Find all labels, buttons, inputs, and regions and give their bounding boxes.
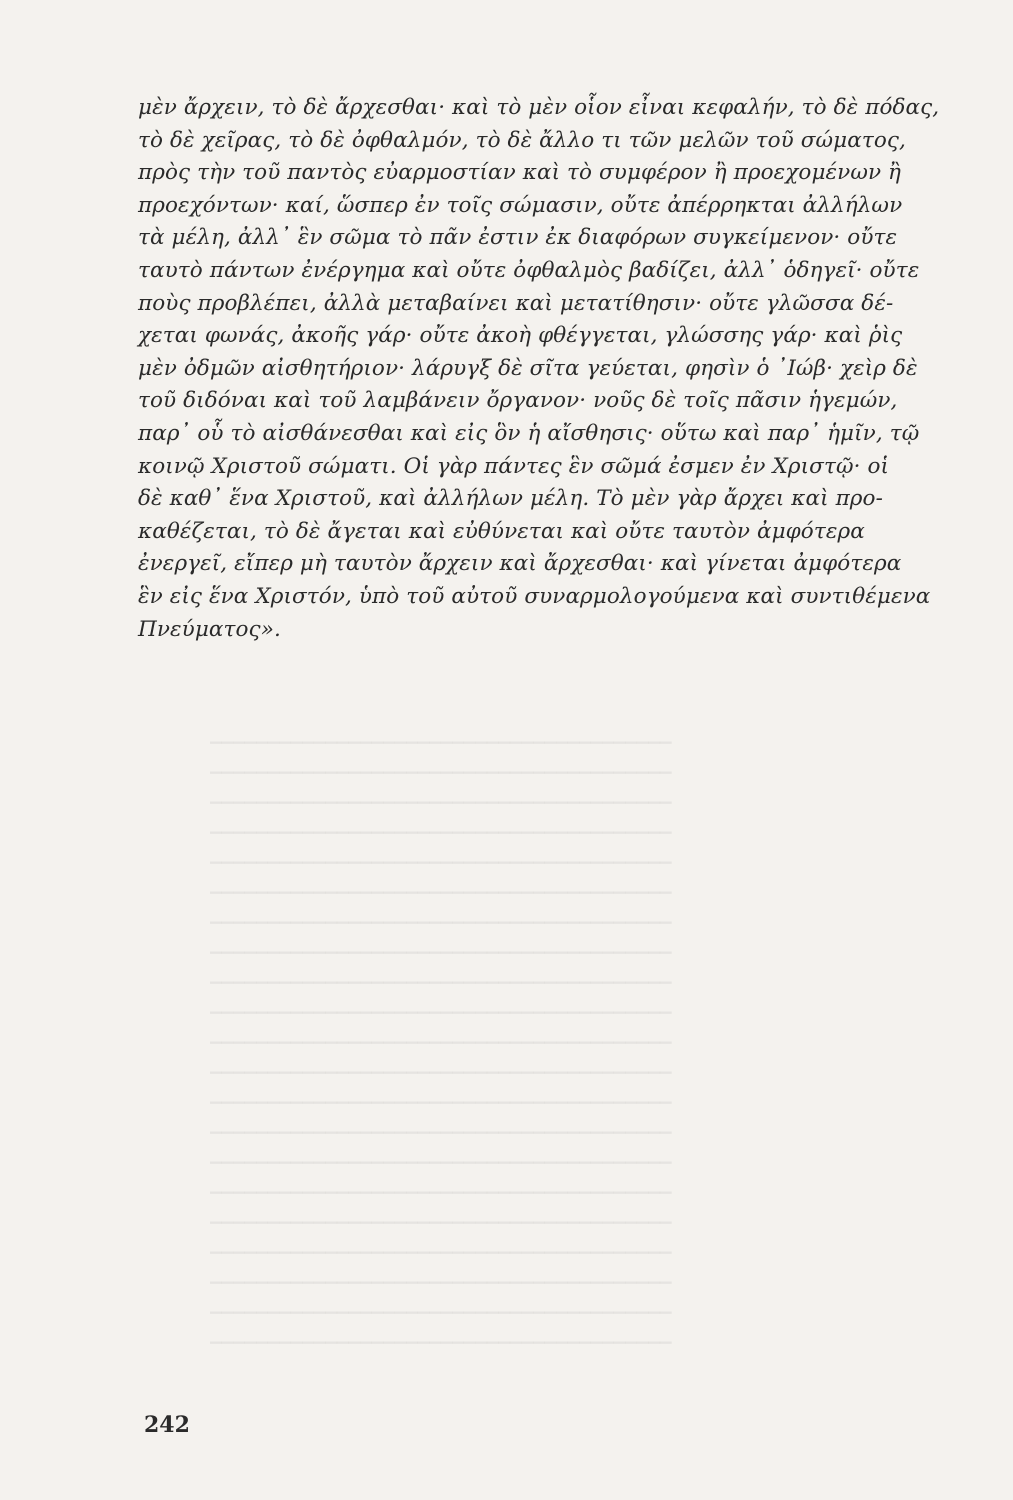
body-text [138,92,940,646]
text-line: χεται φωνάς, ἀκοῆς γάρ· οὔτε ἀκοὴ φθέγγεται, γλώσσης γάρ· καὶ ῥὶς [138,323,903,349]
text-line: παρ᾿ οὗ τὸ αἰσθάνεσθαι καὶ εἰς ὃν ἡ αἴσθησις· οὕτω καὶ παρ᾿ ἡμῖν, τῷ [138,420,920,446]
text-line: πρὸς τὴν τοῦ παντὸς εὐαρμοστίαν καὶ τὸ συμφέρον ἢ προεχομένων ἢ [138,160,902,186]
text-line: καθέζεται, τὸ δὲ ἄγεται καὶ εὐθύνεται καὶ οὔτε ταυτὸν ἀμφότερα [138,518,865,544]
text-line: ἐνεργεῖ, εἴπερ μὴ ταυτὸν ἄρχειν καὶ ἄρχεσθαι· καὶ γίνεται ἀμφότερα [138,551,902,577]
text-line: κοινῷ Χριστοῦ σώματι. Οἱ γὰρ πάντες ἓν σῶμά ἐσμεν ἐν Χριστῷ· οἱ [138,453,890,479]
text-line: ταυτὸ πάντων ἐνέργημα καὶ οὔτε ὀφθαλμὸς βαδίζει, ἀλλ᾿ ὁδηγεῖ· οὔτε [138,257,920,283]
text-line: Πνεύματος». [138,616,281,642]
text-line: δὲ καθ᾿ ἕνα Χριστοῦ, καὶ ἀλλήλων μέλη. Τὸ μὲν γὰρ ἄρχει καὶ προ- [138,486,883,512]
show-through-texture: ▁▁▁▁▁▁▁▁▁▁▁▁▁▁▁▁▁▁▁▁▁▁▁▁▁▁▁▁▁▁▁▁▁▁▁▁▁▁▁▁ ▁▁▁▁▁▁▁▁▁▁▁▁▁▁▁▁▁▁▁▁▁▁▁▁▁▁▁▁▁▁▁▁▁▁▁▁▁▁▁▁ ▁▁▁▁▁▁▁▁▁▁▁▁▁▁▁▁▁▁▁▁▁▁▁▁▁▁▁▁▁▁▁▁▁▁▁▁▁▁▁▁ ▁▁▁▁▁▁▁▁▁▁▁▁▁▁▁▁▁▁▁▁▁▁▁▁▁▁▁▁▁▁▁▁▁▁▁▁▁▁▁▁ ▁▁▁▁▁▁▁▁▁▁▁▁▁▁▁▁▁▁▁▁▁▁▁▁▁▁▁▁▁▁▁▁▁▁▁▁▁▁▁▁ ▁▁▁▁▁▁▁▁▁▁▁▁▁▁▁▁▁▁▁▁▁▁▁▁▁▁▁▁▁▁▁▁▁▁▁▁▁▁▁▁ ▁▁▁▁▁▁▁▁▁▁▁▁▁▁▁▁▁▁▁▁▁▁▁▁▁▁▁▁▁▁▁▁▁▁▁▁▁▁▁▁ ▁▁▁▁▁▁▁▁▁▁▁▁▁▁▁▁▁▁▁▁▁▁▁▁▁▁▁▁▁▁▁▁▁▁▁▁▁▁▁▁ ▁▁▁▁▁▁▁▁▁▁▁▁▁▁▁▁▁▁▁▁▁▁▁▁▁▁▁▁▁▁▁▁▁▁▁▁▁▁▁▁ ▁▁▁▁▁▁▁▁▁▁▁▁▁▁▁▁▁▁▁▁▁▁▁▁▁▁▁▁▁▁▁▁▁▁▁▁▁▁▁▁ ▁▁▁▁▁▁▁▁▁▁▁▁▁▁▁▁▁▁▁▁▁▁▁▁▁▁▁▁▁▁▁▁▁▁▁▁▁▁▁▁ ▁▁▁▁▁▁▁▁▁▁▁▁▁▁▁▁▁▁▁▁▁▁▁▁▁▁▁▁▁▁▁▁▁▁▁▁▁▁▁▁ ▁▁▁▁▁▁▁▁▁▁▁▁▁▁▁▁▁▁▁▁▁▁▁▁▁▁▁▁▁▁▁▁▁▁▁▁▁▁▁▁ ▁▁▁▁▁▁▁▁▁▁▁▁▁▁▁▁▁▁▁▁▁▁▁▁▁▁▁▁▁▁▁▁▁▁▁▁▁▁▁▁ ▁▁▁▁▁▁▁▁▁▁▁▁▁▁▁▁▁▁▁▁▁▁▁▁▁▁▁▁▁▁▁▁▁▁▁▁▁▁▁▁ ▁▁▁▁▁▁▁▁▁▁▁▁▁▁▁▁▁▁▁▁▁▁▁▁▁▁▁▁▁▁▁▁▁▁▁▁▁▁▁▁ ▁▁▁▁▁▁▁▁▁▁▁▁▁▁▁▁▁▁▁▁▁▁▁▁▁▁▁▁▁▁▁▁▁▁▁▁▁▁▁▁ ▁▁▁▁▁▁▁▁▁▁▁▁▁▁▁▁▁▁▁▁▁▁▁▁▁▁▁▁▁▁▁▁▁▁▁▁▁▁▁▁ ▁▁▁▁▁▁▁▁▁▁▁▁▁▁▁▁▁▁▁▁▁▁▁▁▁▁▁▁▁▁▁▁▁▁▁▁▁▁▁▁ ▁▁▁▁▁▁▁▁▁▁▁▁▁▁▁▁▁▁▁▁▁▁▁▁▁▁▁▁▁▁▁▁▁▁▁▁▁▁▁▁ ▁▁▁▁▁▁▁▁▁▁▁▁▁▁▁▁▁▁▁▁▁▁▁▁▁▁▁▁▁▁▁▁▁▁▁▁▁▁▁▁ [210,726,672,1344]
text-line: ἓν εἰς ἕνα Χριστόν, ὑπὸ τοῦ αὐτοῦ συναρμολογούμενα καὶ συντιθέμενα [138,583,931,609]
text-line: μὲν ἄρχειν, τὸ δὲ ἄρχεσθαι· καὶ τὸ μὲν οἷον εἶναι κεφαλήν, τὸ δὲ πόδας, [138,95,940,120]
text-line: μὲν ὀδμῶν αἰσθητήριον· λάρυγξ δὲ σῖτα γεύεται, φησὶν ὁ ᾿Ιώβ· χεὶρ δὲ [138,355,918,381]
text-line: τὰ μέλη, ἀλλ᾿ ἓν σῶμα τὸ πᾶν ἐστιν ἐκ διαφόρων συγκείμενον· οὔτε [138,225,898,251]
text-line: προεχόντων· καί, ὥσπερ ἐν τοῖς σώμασιν, οὔτε ἀπέρρηκται ἀλλήλων [138,192,903,218]
text-line: τὸ δὲ χεῖρας, τὸ δὲ ὀφθαλμόν, τὸ δὲ ἄλλο τι τῶν μελῶν τοῦ σώματος, [138,127,906,153]
page-number: 242 [144,1412,190,1438]
text-line: τοῦ διδόναι καὶ τοῦ λαμβάνειν ὄργανον· νοῦς δὲ τοῖς πᾶσιν ἡγεμών, [138,388,898,414]
text-line: ποὺς προβλέπει, ἀλλὰ μεταβαίνει καὶ μετατίθησιν· οὔτε γλῶσσα δέ- [138,290,894,316]
